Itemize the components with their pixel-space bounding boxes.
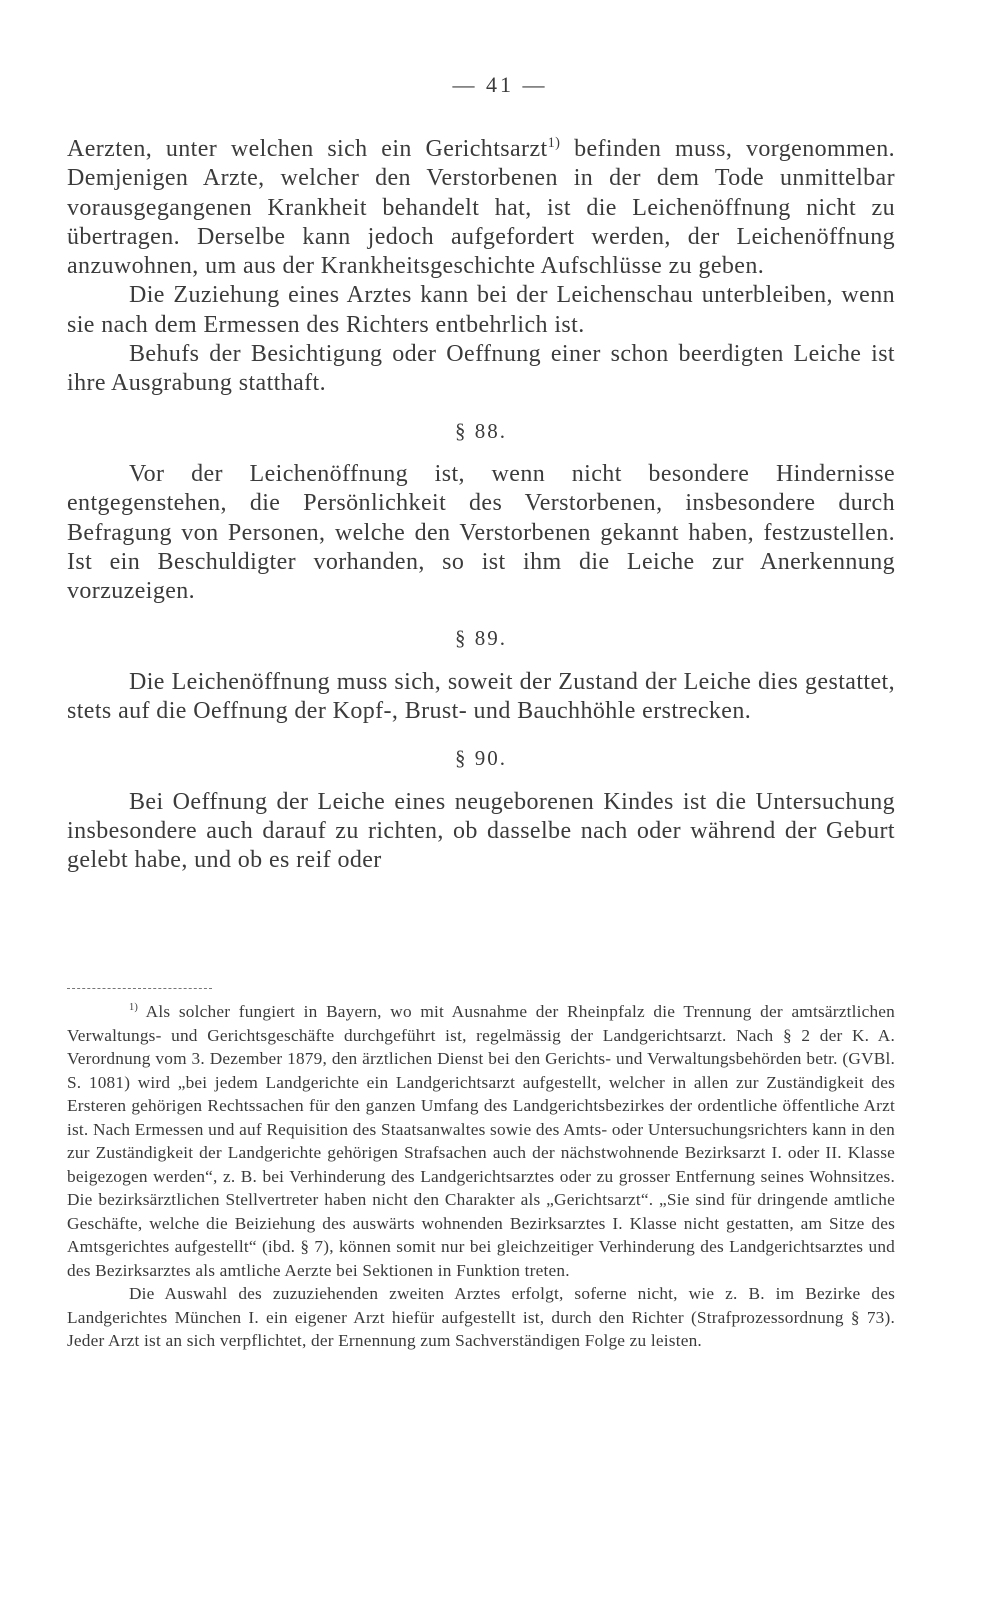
paragraph: Die Zuziehung eines Arztes kann bei der Leichenschau unterbleiben, wenn sie nach dem Ermessen des Richters entbehrlich ist.: [67, 282, 895, 338]
paragraph: Behufs der Besichtigung oder Oeffnung einer schon beerdigten Leiche ist ihre Ausgrabung statthaft.: [67, 341, 895, 397]
section-90-text: Bei Oeffnung der Leiche eines neugeborenen Kindes ist die Untersuchung insbesondere auch darauf zu richten, ob dasselbe nach oder während der Geburt gelebt habe, und ob es reif oder: [67, 788, 895, 874]
paragraph-continuation: [67, 135, 895, 281]
page-number: — 41 —: [452, 72, 548, 97]
section-89-text: Die Leichenöffnung muss sich, soweit der Zustand der Leiche dies gestattet, stets auf die Oeffnung der Kopf-, Brust- und Bauchhöhle erstrecken.: [67, 668, 895, 725]
footnote-text: Als solcher fungiert in Bayern, wo mit Ausnahme der Rheinpfalz die Trennung der amtsärztlichen Verwaltungs- und Gerichtsgeschäfte durchgeführt ist, regelmässig der Landgerichtsarzt. Nach § 2 der K. A. Verordnung vom 3. Dezember 1879, den ärztlichen Dienst bei den Gerichts- und Verwaltungsbehörden betr. (GVBl. S. 1081) wird „bei jedem Landgerichte ein Landgerichtsarzt aufgestellt, welcher in allen zur Zuständigkeit des Ersteren gehörigen Rechtssachen für den ganzen Umfang des Landgerichtsbezirkes der ordentliche öffentliche Arzt ist. Nach Ermessen und auf Requisition des Staatsanwaltes sowie des Amts- oder Untersuchungsrichters kann in den zur Zuständigkeit der Landgerichte gehörigen Strafsachen auch der nächstwohnende Bezirksarzt I. oder II. Klasse beigezogen werden“, z. B. bei Verhinderung des Landgerichtsarztes oder zu grosser Entfernung seines Wohnsitzes. Die bezirksärztlichen Stellvertreter haben nicht den Charakter als „Gerichtsarzt“. „Sie sind für dringende amtliche Geschäfte, welche die Beiziehung des auswärts wohnenden Bezirksarztes I. Klasse nicht gestatten, am Sitze des Amtsgerichtes aufgestellt“ (ibd. § 7), können somit nur bei gleichzeitiger Verhinderung des Landgerichtsarztes und des Bezirksarztes als amtliche Aerzte bei Sektionen in Funktion treten.: [67, 1002, 895, 1280]
footnote-reference: 1): [547, 135, 561, 151]
section-heading-90: § 90.: [455, 746, 507, 771]
section-88-text: Vor der Leichenöffnung ist, wenn nicht besondere Hindernisse entgegenstehen, die Persönlichkeit des Verstorbenen, insbesondere durch Befragung von Personen, welche den Verstorbenen gekannt haben, festzustellen. Ist ein Beschuldigter vorhanden, so ist ihm die Leiche zur Anerkennung vorzuzeigen.: [67, 460, 895, 605]
footnote-marker: 1): [129, 1002, 139, 1014]
footnote-divider: [67, 988, 212, 989]
footnotes: [67, 1000, 895, 1353]
paragraph-text: Aerzten, unter welchen sich ein Gerichtsarzt: [67, 136, 548, 162]
paragraph-text: befinden muss, vorgenommen. Demjenigen Arzte, welcher den Verstorbenen in der dem Tode unmittelbar vorausgegangenen Krankheit behandelt hat, ist die Leichenöffnung nicht zu übertragen. Derselbe kann jedoch aufgefordert werden, der Leichenöffnung anzuwohnen, um aus der Krankheitsgeschichte Aufschlüsse zu geben.: [67, 136, 895, 280]
main-text: [67, 135, 895, 876]
section-heading-89: § 89.: [455, 626, 507, 651]
section-heading-88: § 88.: [455, 418, 507, 443]
footnote-paragraph: Die Auswahl des zuzuziehenden zweiten Arztes erfolgt, soferne nicht, wie z. B. im Bezirke des Landgerichtes München I. ein eigener Arzt hiefür aufgestellt ist, durch den Richter (Strafprozessordnung § 73). Jeder Arzt ist an sich verpflichtet, der Ernennung zum Sachverständigen Folge zu leisten.: [67, 1284, 895, 1350]
footnote-1: [67, 1000, 895, 1282]
